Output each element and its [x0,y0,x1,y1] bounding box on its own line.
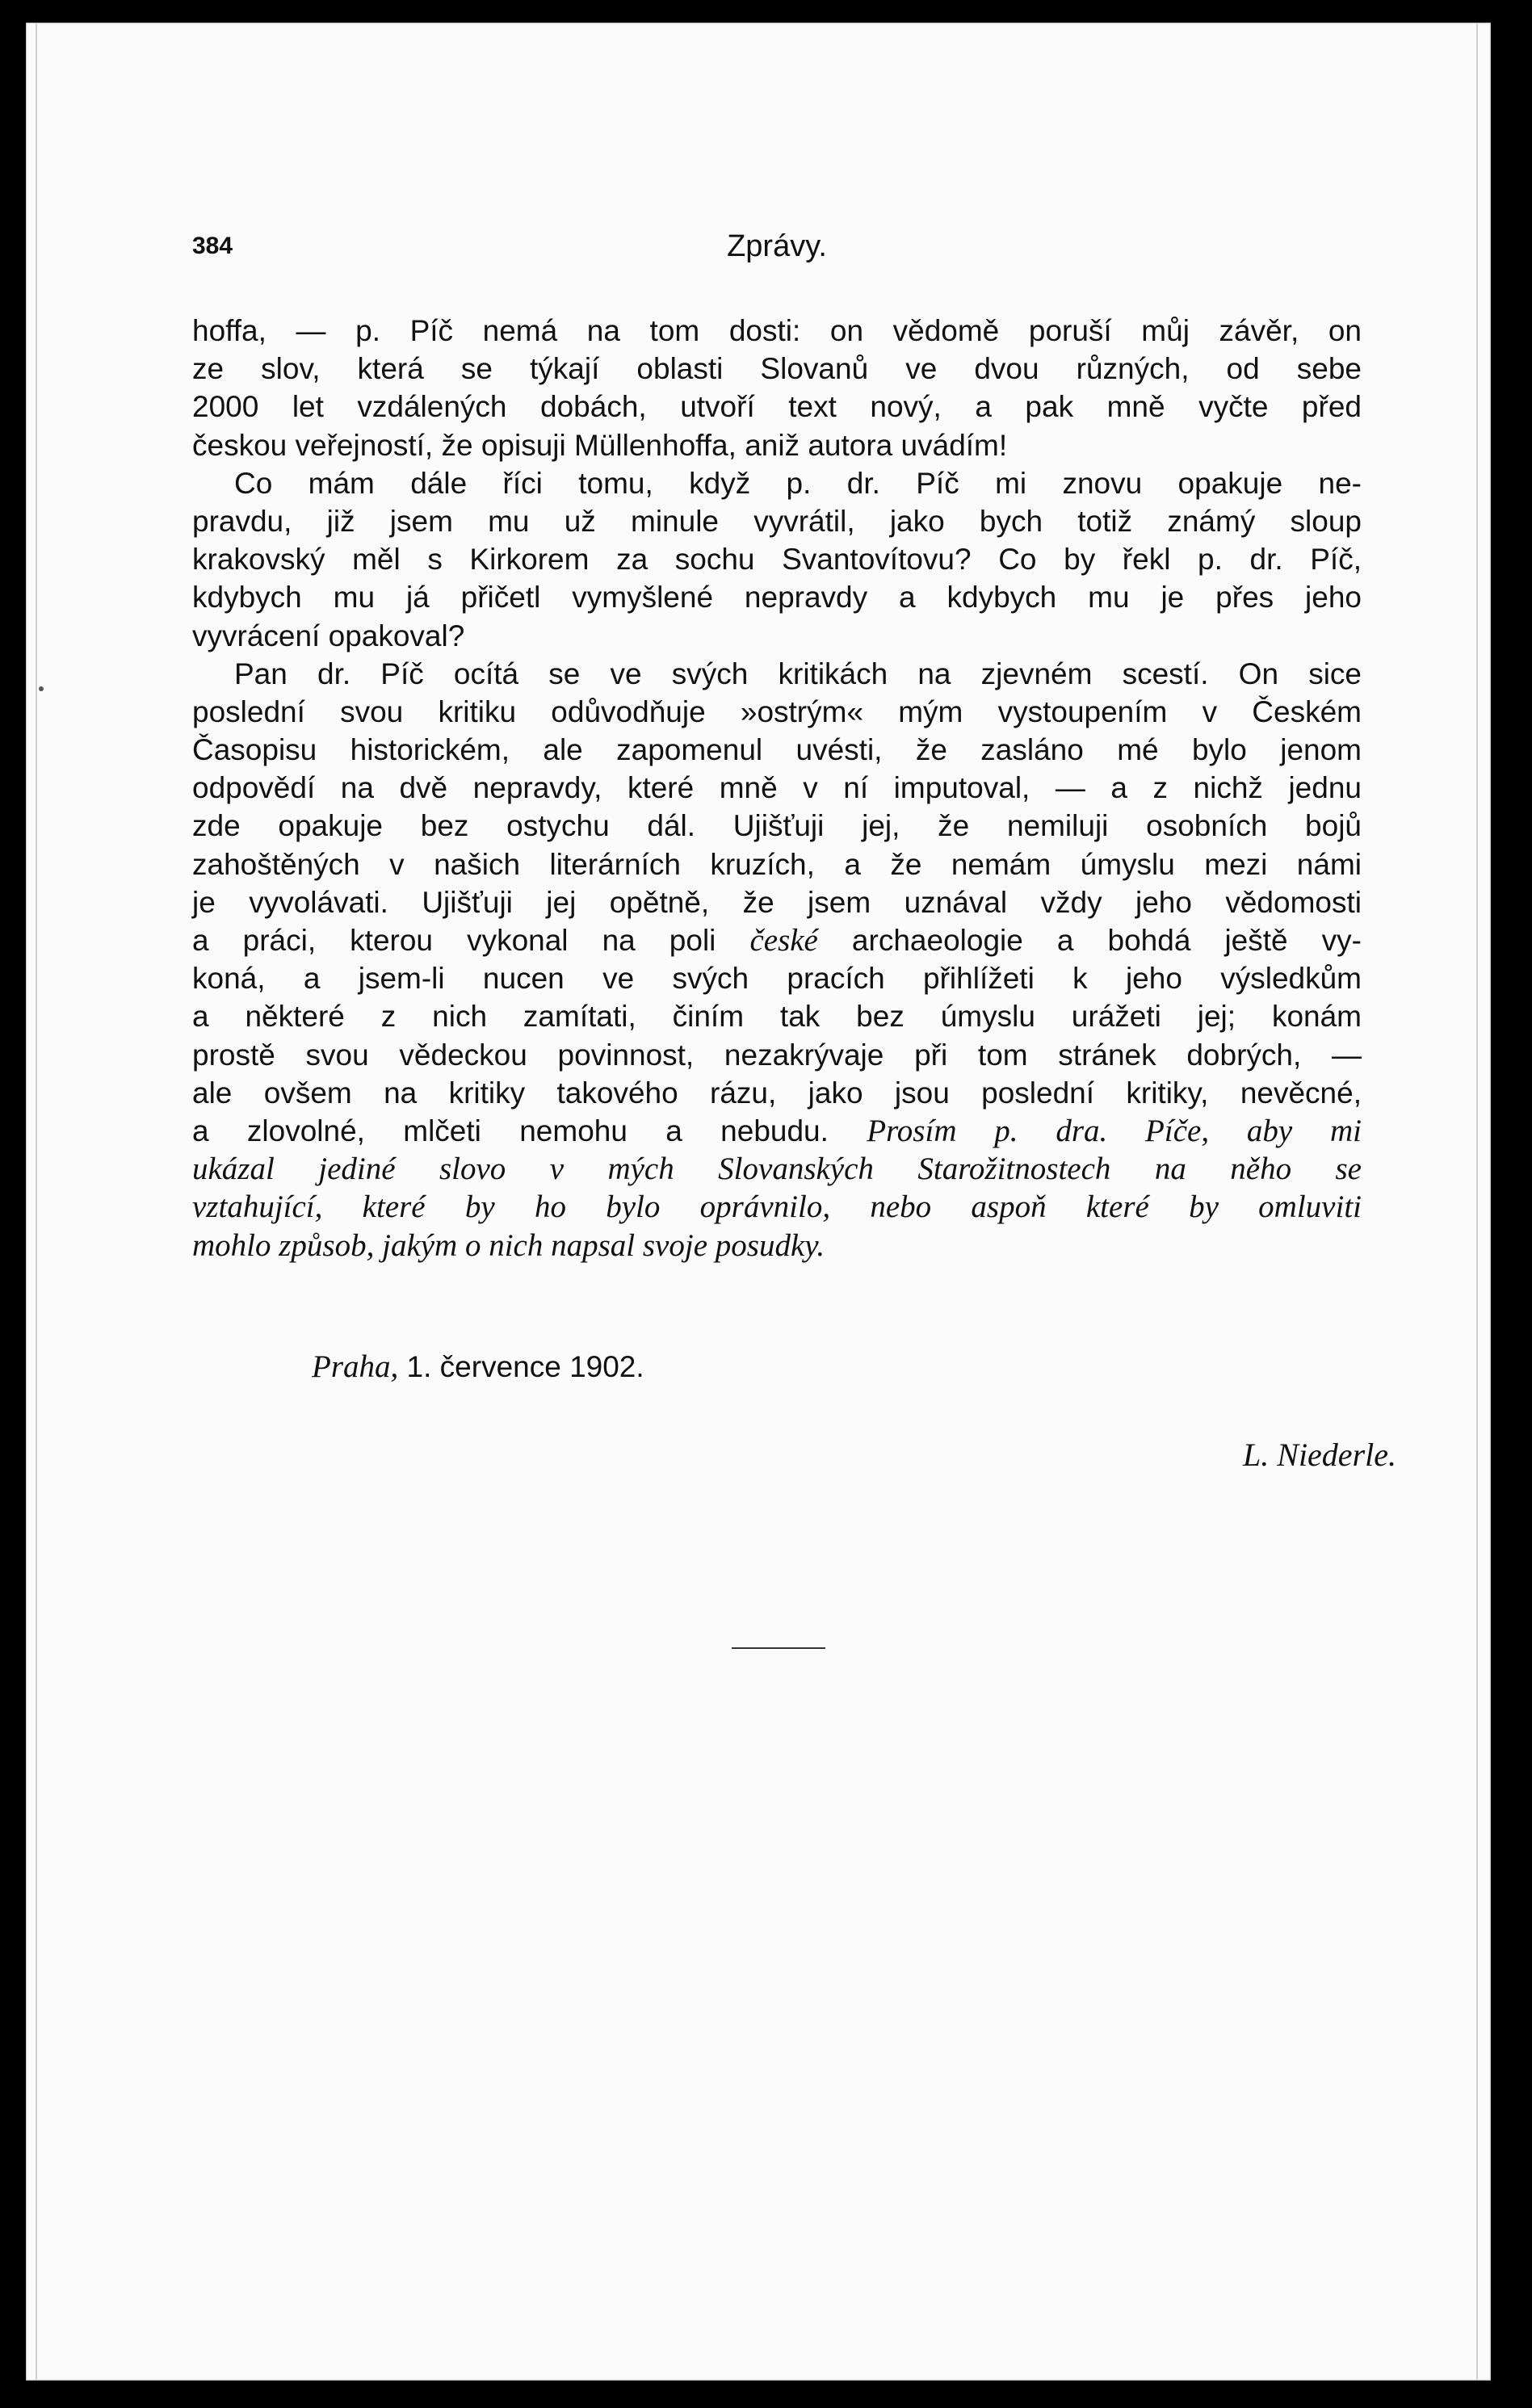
dateline [312,1349,644,1385]
text-line-paragraph-start: Co mám dále říci tomu, když p. dr. Píč mi znovu opakuje ne- [234,466,1362,500]
text-line: zahoštěných v našich literárních kruzích, a že nemám úmyslu mezi námi [192,847,1362,881]
dateline-date: 1. července 1902. [398,1350,644,1383]
text-line: je vyvolávati. Ujišťuji jej opětně, že jsem uznával vždy jeho vědomosti [192,885,1362,919]
text-line: ze slov, která se týkají oblasti Slovanů ve dvou různých, od sebe [192,352,1362,386]
text-line: poslední svou kritiku odůvodňuje »ostrým« mým vystoupením v Českém [192,694,1362,728]
text-line: ale ovšem na kritiky takového rázu, jako jsou poslední kritiky, nevěcné, [192,1076,1362,1110]
author-signature: L. Niederle. [1243,1437,1396,1473]
page-edge-right [1476,23,1478,2381]
page-number: 384 [192,233,233,259]
text-line-italic: vztahující, které by ho bylo oprávnilo, nebo aspoň které by omluviti [192,1189,1362,1225]
text-line-italic: ukázal jediné slovo v mých Slovanských Starožitnostech na něho se [192,1152,1362,1187]
text-line-paragraph-start: Pan dr. Píč ocítá se ve svých kritikách na zjevném scestí. On sice [234,657,1362,690]
text-line: Časopisu historickém, ale zapomenul uvésti, že zasláno mé bylo jenom [192,733,1362,767]
text-line-italic: mohlo způsob, jakým o nich napsal svoje posudky. [192,1227,825,1263]
text-line: 2000 let vzdálených dobách, utvoří text nový, a pak mně vyčte před [192,390,1362,424]
text-line: hoffa, — p. Píč nemá na tom dosti: on vědomě poruší můj závěr, on [192,314,1362,347]
text-line: zde opakuje bez ostychu dál. Ujišťuji jej, že nemiluji osobních bojů [192,809,1362,843]
text-line: a některé z nich zamítati, činím tak bez úmyslu urážeti jej; konám [192,1000,1362,1034]
body-text [192,312,1362,1265]
text-line: kdybych mu já přičetl vymyšlené nepravdy a kdybych mu je přes jeho [192,581,1362,615]
text-line: a práci, kterou vykonal na poli české archaeologie a bohdá ještě vy- [192,923,1362,958]
text-line: krakovský měl s Kirkorem za sochu Svantovítovu? Co by řekl p. dr. Píč, [192,543,1362,577]
running-title: Zprávy. [727,229,827,263]
scan-speck [39,686,44,691]
text-line: prostě svou vědeckou povinnost, nezakrývaje při tom stránek dobrých, — [192,1038,1362,1072]
text-line: vyvrácení opakoval? [192,619,465,652]
text-line: a zlovolné, mlčeti nemohu a nebudu. Prosím p. dra. Píče, aby mi [192,1113,1362,1148]
text-line: odpovědí na dvě nepravdy, které mně v ní imputoval, — a z nichž jednu [192,771,1362,805]
page-edge-left [36,23,37,2381]
page-header [192,229,1362,268]
text-line: českou veřejností, že opisuji Müllenhoffa, aniž autora uvádím! [192,428,1008,462]
text-line: koná, a jsem-li nucen ve svých pracích přihlížeti k jeho výsledkům [192,962,1362,996]
end-rule [732,1647,825,1649]
text-line: pravdu, již jsem mu už minule vyvrátil, jako bych totiž známý sloup [192,504,1362,538]
dateline-place: Praha, [312,1349,399,1384]
